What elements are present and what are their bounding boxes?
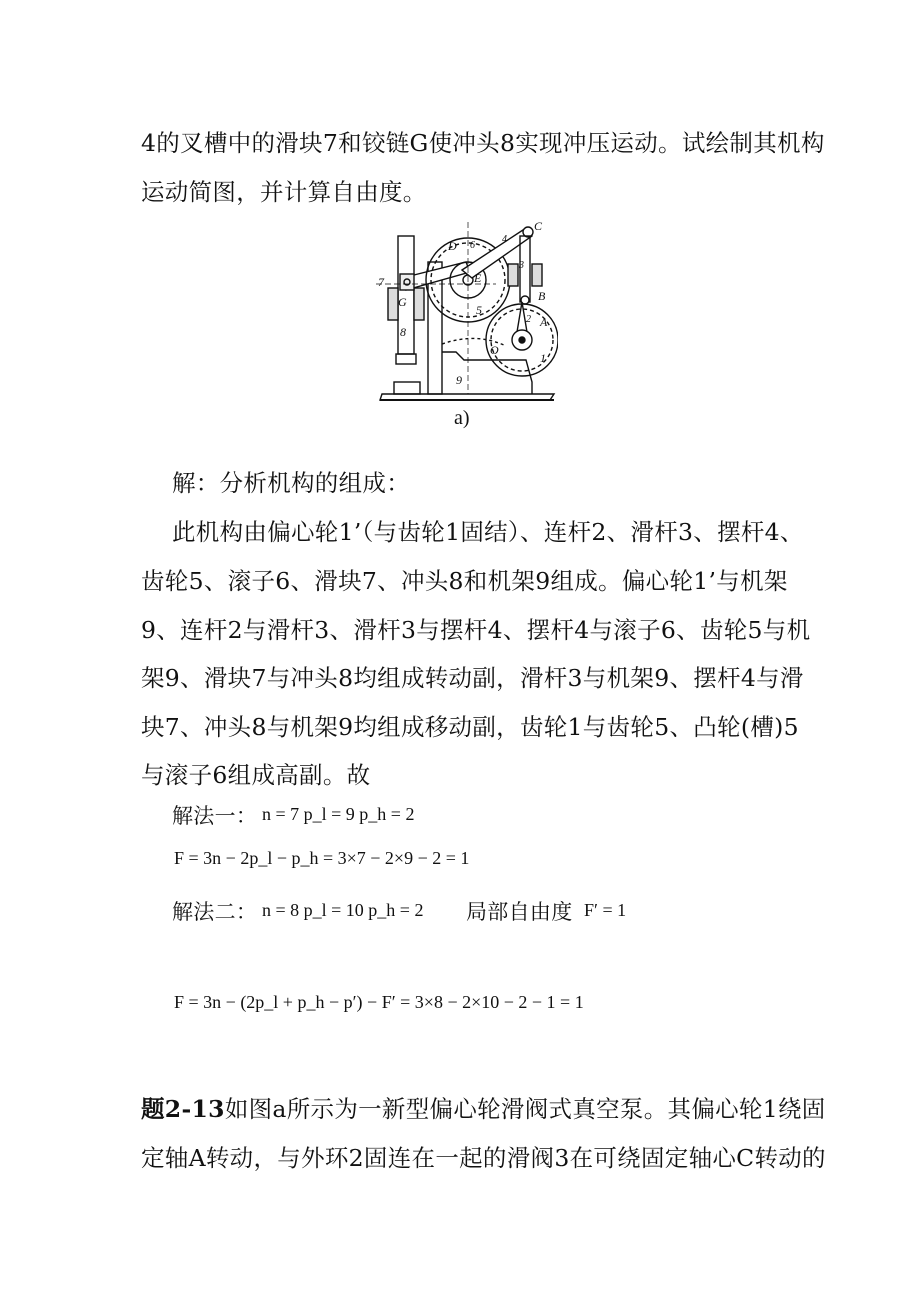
solution-para-line-1: 此机构由偏心轮1’（与齿轮1固结）、连杆2、滑杆3、摆杆4、 [172, 518, 804, 546]
next-problem-title: 题2-13 [141, 1095, 225, 1123]
solution-para-line-2: 齿轮5、滚子6、滑块7、冲头8和机架9组成。偏心轮1’与机架 [141, 567, 788, 595]
label-7: 7 [378, 275, 384, 289]
label-B: B [538, 289, 546, 303]
label-D: D [448, 239, 457, 253]
label-C: C [534, 222, 543, 233]
mechanism-figure [376, 222, 558, 407]
solution-heading: 解：分析机构的组成： [172, 469, 410, 497]
local-dof-label: 局部自由度 [466, 900, 573, 924]
label-3: 3 [519, 260, 524, 271]
label-8: 8 [400, 325, 406, 339]
next-problem-line-2: 定轴A转动，与外环2固连在一起的滑阀3在可绕固定轴心C转动的 [141, 1144, 826, 1172]
solution-para-line-5: 块7、冲头8与机架9均组成移动副，齿轮1与齿轮5、凸轮(槽)5 [141, 713, 799, 741]
label-9: 9 [456, 373, 462, 387]
next-problem-line-1 [141, 1090, 826, 1124]
label-5: 5 [476, 303, 482, 317]
figure-caption: a) [454, 407, 470, 429]
solution-para-line-3: 9、连杆2与滑杆3、滑杆3与摆杆4、摆杆4与滚子6、齿轮5与机 [141, 616, 811, 644]
label-E: E [474, 271, 482, 285]
label-4: 4 [502, 234, 507, 245]
method1-values: n = 7 p_l = 9 p_h = 2 [262, 804, 415, 824]
label-1: 1 [540, 351, 546, 365]
label-O: O [490, 343, 499, 357]
label-A: A [540, 315, 548, 329]
method2-formula: F = 3n − (2p_l + p_h − p′) − F′ = 3×8 − 2×10 − 2 − 1 = 1 [174, 992, 584, 1012]
solution-para-line-6: 与滚子6组成高副。故 [141, 761, 371, 789]
method2-label: 解法二： [172, 900, 258, 924]
method1-formula: F = 3n − 2p_l − p_h = 3×7 − 2×9 − 2 = 1 [174, 848, 470, 868]
local-dof-value: F′ = 1 [584, 900, 627, 920]
method1-label: 解法一： [172, 804, 258, 828]
label-2: 2 [526, 314, 531, 325]
intro-line-2: 运动简图，并计算自由度。 [141, 178, 427, 206]
solution-para-line-4: 架9、滑块7与冲头8均组成转动副，滑杆3与机架9、摆杆4与滑 [141, 664, 804, 692]
next-problem-text-1: 如图a所示为一新型偏心轮滑阀式真空泵。其偏心轮1绕固 [224, 1095, 826, 1123]
intro-line-1: 4的叉槽中的滑块7和铰链G使冲头8实现冲压运动。试绘制其机构 [141, 129, 825, 157]
method2-values: n = 8 p_l = 10 p_h = 2 [262, 900, 424, 920]
label-6: 6 [470, 240, 475, 251]
label-G: G [398, 295, 407, 309]
